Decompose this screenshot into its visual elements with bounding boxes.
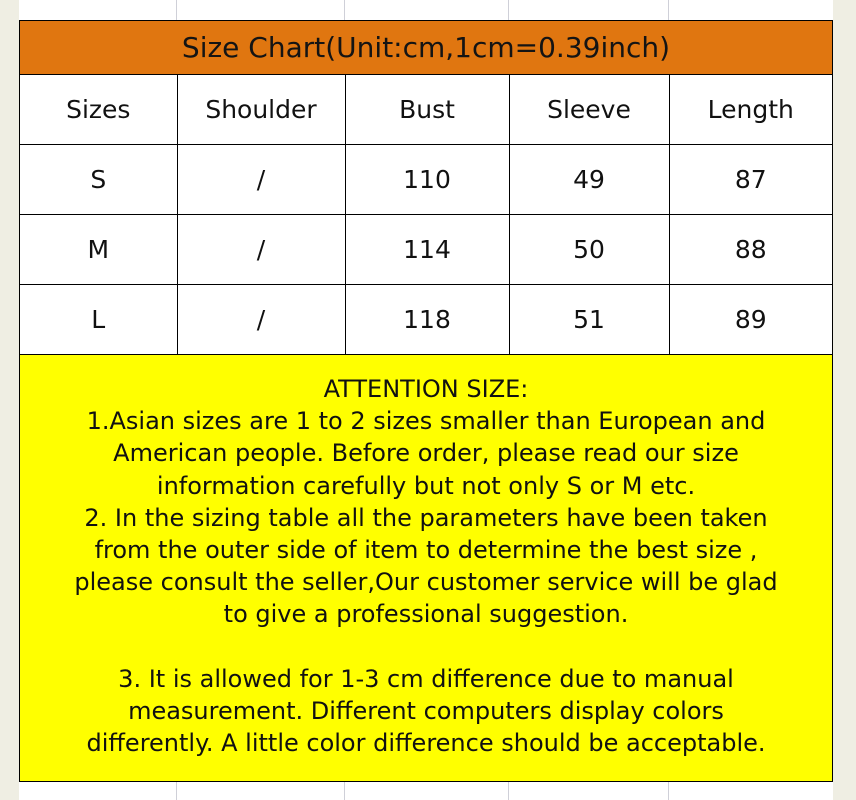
attention-line: to give a professional suggestion. — [223, 600, 629, 629]
header-shoulder: Shoulder — [177, 75, 345, 145]
header-row — [20, 75, 832, 145]
table-row — [20, 145, 832, 215]
attention-notes — [20, 355, 832, 781]
table-cell: 87 — [669, 145, 832, 215]
attention-heading: ATTENTION SIZE: — [323, 375, 529, 403]
table-row — [20, 285, 832, 355]
table-cell: M — [20, 215, 177, 285]
attention-line: please consult the seller,Our customer service will be glad — [74, 568, 778, 597]
table-cell: 89 — [669, 285, 832, 355]
table-cell: 50 — [509, 215, 669, 285]
attention-line: 1.Asian sizes are 1 to 2 sizes smaller than European and — [86, 407, 766, 436]
table-header — [20, 75, 832, 145]
header-bust: Bust — [345, 75, 509, 145]
attention-line: 2. In the sizing table all the parameters have been taken — [84, 503, 768, 532]
attention-line: differently. A little color difference should be acceptable. — [86, 729, 766, 758]
table-body — [20, 145, 832, 355]
paragraph-gap — [28, 631, 824, 663]
table-row — [20, 215, 832, 285]
table-cell: / — [177, 285, 345, 355]
table-cell: 88 — [669, 215, 832, 285]
header-sizes: Sizes — [20, 75, 177, 145]
table-cell: 118 — [345, 285, 509, 355]
attention-line: information carefully but not only S or M etc. — [156, 471, 696, 500]
header-length: Length — [669, 75, 832, 145]
table-cell: / — [177, 145, 345, 215]
table-cell: 110 — [345, 145, 509, 215]
table-cell: 114 — [345, 215, 509, 285]
size-chart-card — [19, 20, 833, 782]
attention-line: 3. It is allowed for 1-3 cm difference due to manual — [118, 664, 734, 693]
size-table — [20, 75, 832, 355]
table-cell: S — [20, 145, 177, 215]
chart-title: Size Chart(Unit:cm,1cm=0.39inch) — [20, 21, 832, 75]
attention-line: American people. Before order, please read our size — [113, 439, 739, 468]
table-cell: / — [177, 215, 345, 285]
header-sleeve: Sleeve — [509, 75, 669, 145]
table-cell: 49 — [509, 145, 669, 215]
table-cell: 51 — [509, 285, 669, 355]
table-cell: L — [20, 285, 177, 355]
attention-line: from the outer side of item to determine the best size , — [94, 536, 758, 565]
attention-line: measurement. Different computers display colors — [128, 696, 724, 725]
